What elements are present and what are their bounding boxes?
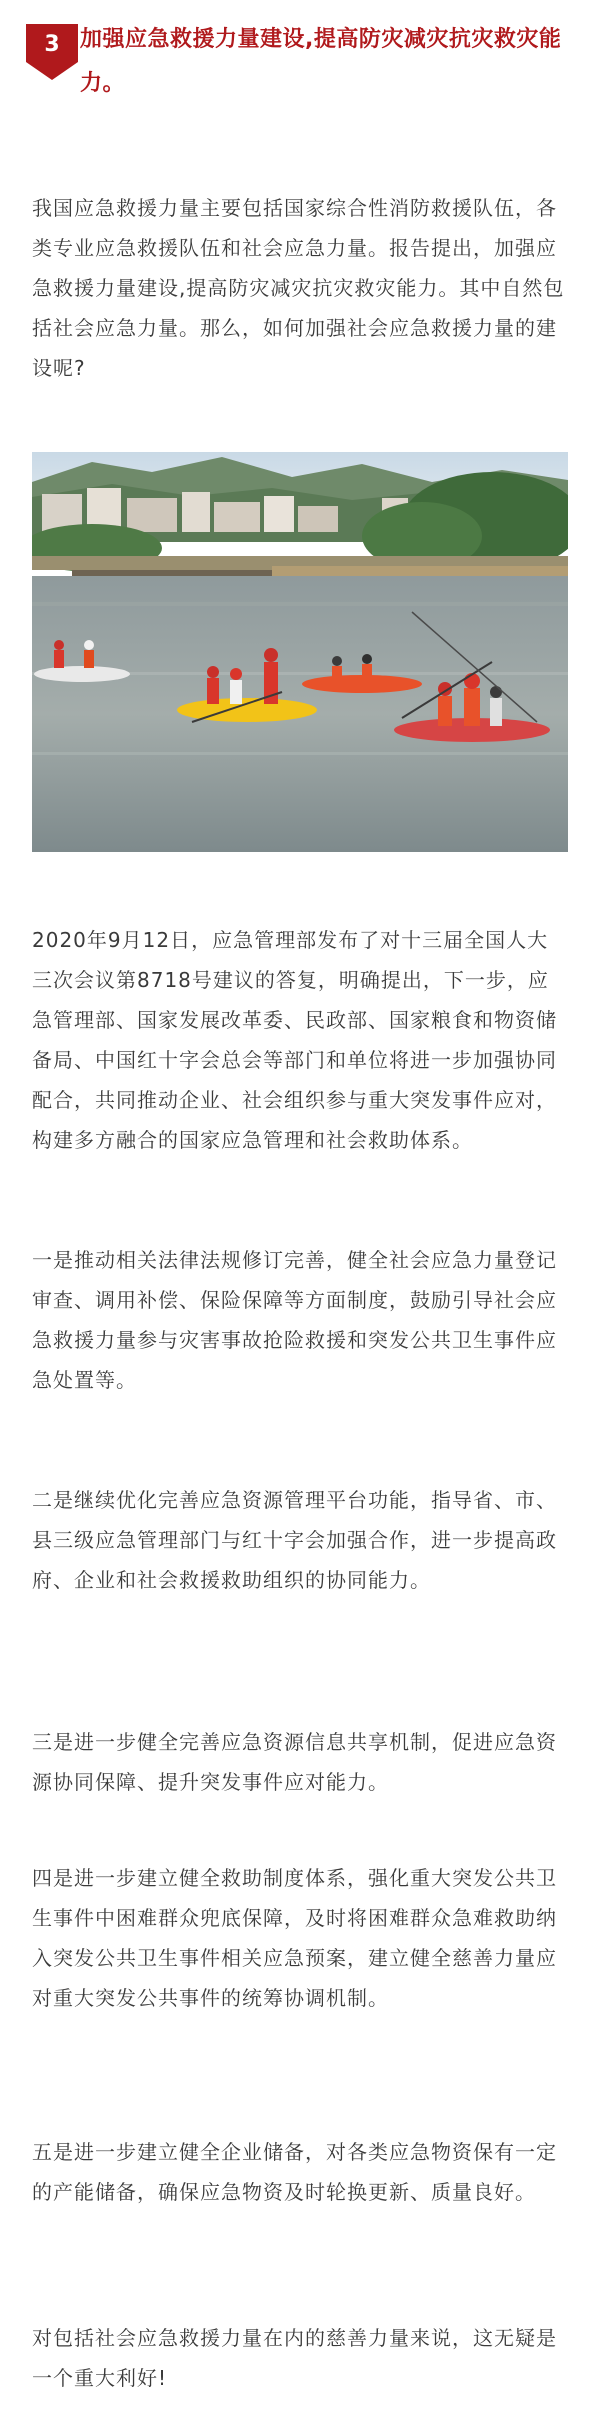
paragraph-2: 一是推动相关法律法规修订完善，健全社会应急力量登记审查、调用补偿、保险保障等方面制度，鼓励引导社会应急救援力量参与灾害事故抢险救援和突发公共卫生事件应急处置等。 (32, 1248, 557, 1392)
paragraph-5: 四是进一步建立健全救助制度体系，强化重大突发公共卫生事件中困难群众兜底保障，及时将困难群众急难救助纳入突发公共卫生事件相关应急预案，建立健全慈善力量应对重大突发公共事件的统筹协调机制。 (32, 1866, 557, 2010)
paragraph-6: 五是进一步建立健全企业储备，对各类应急物资保有一定的产能储备，确保应急物资及时轮换更新、质量良好。 (32, 2140, 557, 2204)
rescue-photo-illustration (32, 452, 568, 852)
section-title: 加强应急救援力量建设,提高防灾减灾抗灾救灾能力。 (80, 27, 562, 96)
section-header (26, 18, 586, 128)
paragraph-7: 对包括社会应急救援力量在内的慈善力量来说，这无疑是一个重大利好! (32, 2326, 557, 2390)
intro-paragraph: 我国应急救援力量主要包括国家综合性消防救援队伍，各类专业应急救援队伍和社会应急力量。报告提出，加强应急救援力量建设,提高防灾减灾抗灾救灾能力。其中自然包括社会应急力量。那么，如何加强社会应急救援力量的建设呢? (32, 196, 565, 380)
paragraph-4: 三是进一步健全完善应急资源信息共享机制，促进应急资源协同保障、提升突发事件应对能力。 (32, 1730, 557, 1794)
paragraph-3: 二是继续优化完善应急资源管理平台功能，指导省、市、县三级应急管理部门与红十字会加强合作，进一步提高政府、企业和社会救援救助组织的协同能力。 (32, 1488, 557, 1592)
rescue-boats-photo (32, 452, 568, 852)
paragraph-1: 2020年9月12日，应急管理部发布了对十三届全国人大三次会议第8718号建议的答复，明确提出，下一步，应急管理部、国家发展改革委、民政部、国家粮食和物资储备局、中国红十字会总会等部门和单位将进一步加强协同配合，共同推动企业、社会组织参与重大突发事件应对，构建多方融合的国家应急管理和社会救助体系。 (32, 928, 557, 1152)
section-number-badge (26, 24, 78, 80)
section-number: 3 (44, 32, 60, 57)
